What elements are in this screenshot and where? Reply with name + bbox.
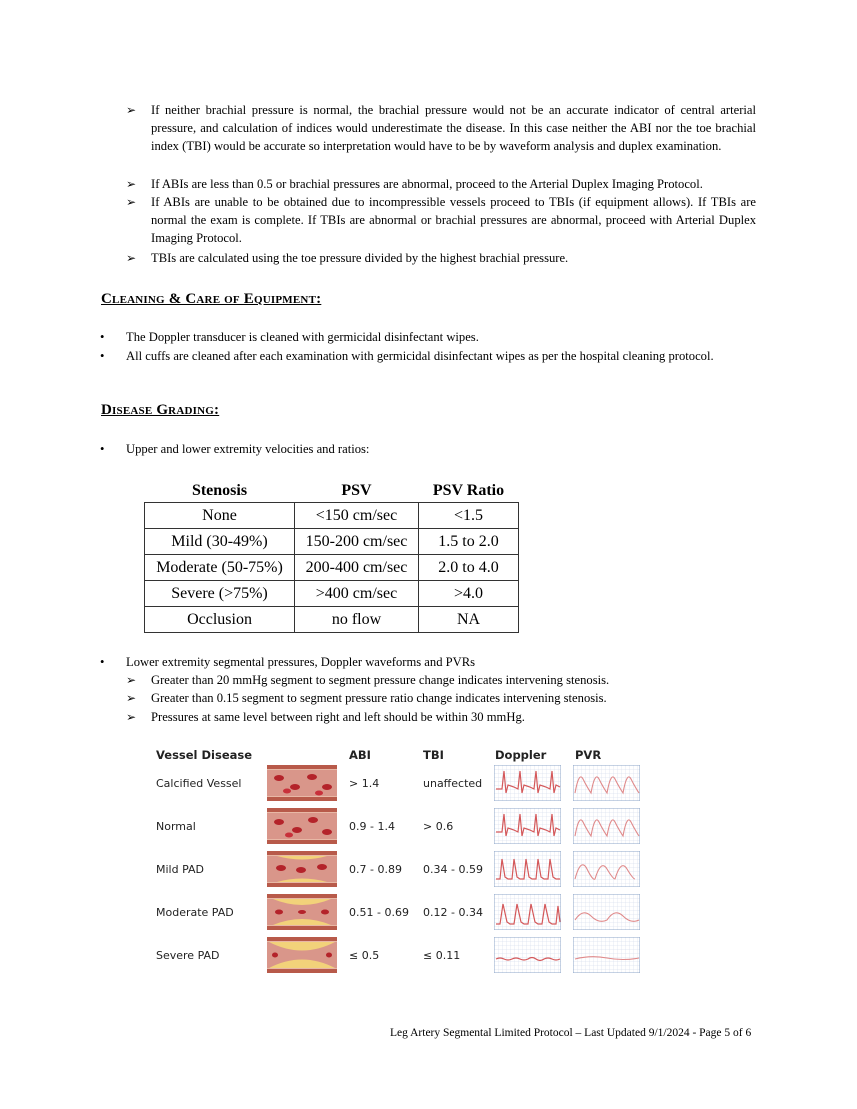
disease-label: Mild PAD	[156, 863, 205, 876]
doppler-waveform	[494, 937, 561, 973]
bullet-icon: •	[100, 330, 105, 344]
table-cell: None	[145, 503, 295, 529]
table-cell: 2.0 to 4.0	[419, 555, 519, 581]
abi-value: ≤ 0.5	[349, 949, 380, 962]
bullet-icon: •	[100, 655, 105, 669]
grading-sub-item: Greater than 20 mmHg segment to segment pressure change indicates intervening stenosis.	[151, 673, 610, 687]
doppler-waveform	[494, 808, 561, 844]
page-footer: Leg Artery Segmental Limited Protocol – Last Updated 9/1/2024 - Page 5 of 6	[390, 1027, 752, 1039]
table-cell: 1.5 to 2.0	[419, 529, 519, 555]
section-heading-disease-grading	[101, 401, 219, 419]
table-row	[145, 503, 519, 529]
doppler-waveform	[494, 851, 561, 887]
tbi-value: 0.12 - 0.34	[423, 906, 483, 919]
column-header: PSV	[341, 482, 372, 499]
doppler-waveform	[494, 894, 561, 930]
pvr-waveform	[573, 894, 640, 930]
cleaning-item: All cuffs are cleaned after each examination with germicidal disinfectant wipes as per the hospital cleaning protocol.	[126, 349, 714, 363]
figure-header-disease: Vessel Disease	[156, 748, 253, 762]
table-row	[145, 529, 519, 555]
stenosis-table	[144, 480, 519, 633]
figure-header-tbi: TBI	[423, 748, 444, 762]
table-cell: 150-200 cm/sec	[295, 529, 419, 555]
vessel-disease-figure	[151, 745, 651, 977]
tbi-value: unaffected	[423, 777, 483, 790]
table-cell: Occlusion	[145, 607, 295, 633]
arrow-bullet-icon: ➢	[126, 673, 137, 687]
arrow-bullet-icon: ➢	[126, 103, 137, 117]
arrow-bullet-icon: ➢	[126, 691, 137, 705]
figure-header-doppler: Doppler	[495, 748, 547, 762]
disease-label: Severe PAD	[156, 949, 220, 962]
arrow-bullet-icon: ➢	[126, 251, 137, 265]
disease-label: Moderate PAD	[156, 906, 234, 919]
figure-header-pvr: PVR	[575, 748, 602, 762]
protocol-note: TBIs are calculated using the toe pressure divided by the highest brachial pressure.	[151, 251, 569, 265]
column-header: PSV Ratio	[432, 482, 505, 499]
abi-value: 0.51 - 0.69	[349, 906, 409, 919]
tbi-value: 0.34 - 0.59	[423, 863, 483, 876]
abi-value: > 1.4	[349, 777, 380, 790]
pvr-waveform	[573, 808, 640, 844]
figure-header-abi: ABI	[349, 748, 371, 762]
disease-label: Calcified Vessel	[156, 777, 242, 790]
section-heading-cleaning	[101, 290, 321, 308]
table-cell: >4.0	[419, 581, 519, 607]
column-header: Stenosis	[191, 482, 248, 499]
table-cell: Moderate (50-75%)	[145, 555, 295, 581]
table-cell: 200-400 cm/sec	[295, 555, 419, 581]
protocol-note: If ABIs are less than 0.5 or brachial pressures are abnormal, proceed to the Arterial Duplex Imaging Protocol.	[151, 177, 703, 191]
tbi-value: ≤ 0.11	[423, 949, 461, 962]
bullet-icon: •	[100, 442, 105, 456]
arrow-bullet-icon: ➢	[126, 177, 137, 191]
vessel-calcified-illustration	[267, 765, 337, 801]
table-cell: Severe (>75%)	[145, 581, 295, 607]
heading-text: Disease Grading:	[101, 402, 220, 418]
vessel-moderate-illustration	[267, 894, 337, 930]
protocol-note: If ABIs are unable to be obtained due to incompressible vessels proceed to TBIs (if equipment allows). If TBIs are normal the exam is complete. If TBIs are abnormal or brachial pressures are abnormal, proceed with Arterial Duplex Imaging Protocol.	[151, 195, 756, 245]
arrow-bullet-icon: ➢	[126, 195, 137, 209]
bullet-icon: •	[100, 349, 105, 363]
table-row	[145, 607, 519, 633]
vessel-normal-illustration	[267, 808, 337, 844]
grading-sub-item: Greater than 0.15 segment to segment pressure ratio change indicates intervening stenosis.	[151, 691, 607, 705]
abi-value: 0.9 - 1.4	[349, 820, 395, 833]
vessel-severe-illustration	[267, 937, 337, 973]
table-cell: Mild (30-49%)	[145, 529, 295, 555]
protocol-note: If neither brachial pressure is normal, the brachial pressure would not be an accurate indicator of central arterial pressure, and calculation of indices would underestimate the disease. In this case neither the ABI nor the toe brachial index (TBI) would be accurate so interpretation would have to be by waveform analysis and duplex examination.	[151, 103, 756, 153]
abi-value: 0.7 - 0.89	[349, 863, 402, 876]
table-cell: NA	[419, 607, 519, 633]
heading-text: Cleaning & Care of Equipment:	[101, 291, 322, 307]
pvr-waveform	[573, 851, 640, 887]
grading-sub-item: Pressures at same level between right and left should be within 30 mmHg.	[151, 710, 525, 724]
cleaning-item: The Doppler transducer is cleaned with germicidal disinfectant wipes.	[126, 330, 479, 344]
pvr-waveform	[573, 765, 640, 801]
table-row	[145, 581, 519, 607]
vessel-mild-illustration	[267, 851, 337, 887]
table-cell: >400 cm/sec	[295, 581, 419, 607]
table-cell: no flow	[295, 607, 419, 633]
grading-item: Lower extremity segmental pressures, Doppler waveforms and PVRs	[126, 655, 476, 669]
table-cell: <150 cm/sec	[295, 503, 419, 529]
arrow-bullet-icon: ➢	[126, 710, 137, 724]
table-cell: <1.5	[419, 503, 519, 529]
pvr-waveform	[573, 937, 640, 973]
doppler-waveform	[494, 765, 561, 801]
table-row	[145, 555, 519, 581]
disease-label: Normal	[156, 820, 196, 833]
grading-item: Upper and lower extremity velocities and ratios:	[126, 442, 370, 456]
table-header-row	[145, 480, 519, 503]
tbi-value: > 0.6	[423, 820, 454, 833]
